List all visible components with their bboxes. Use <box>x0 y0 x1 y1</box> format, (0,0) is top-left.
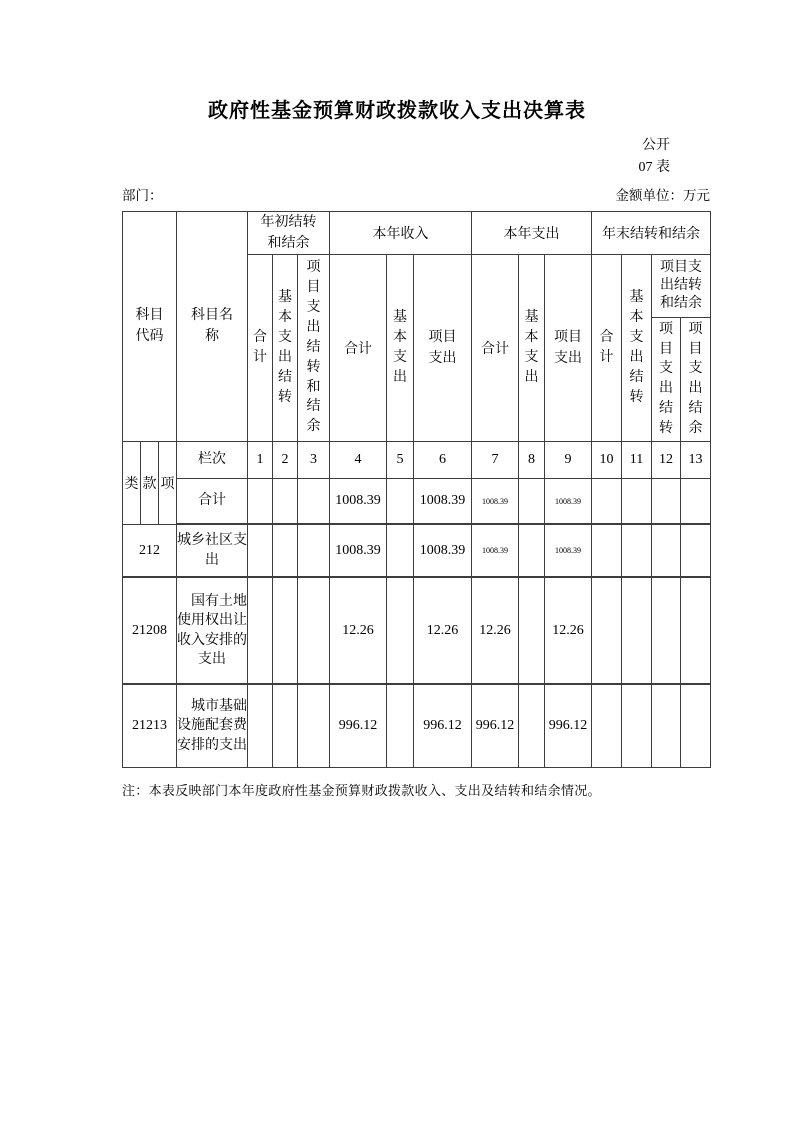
value-cell: 1008.39 <box>330 524 387 577</box>
public-label: 公开 <box>642 138 670 153</box>
department-label: 部门： <box>122 187 163 203</box>
value-cell: 1008.39 <box>545 478 592 524</box>
lane-number: 7 <box>472 441 519 478</box>
value-cell: 1008.39 <box>414 524 472 577</box>
value-cell <box>273 684 298 767</box>
header-begin-total: 合计 <box>248 254 273 441</box>
value-cell: 1008.39 <box>472 478 519 524</box>
value-cell: 12.26 <box>545 577 592 684</box>
header-income-project: 项目支出 <box>414 254 472 441</box>
value-cell: 12.26 <box>330 577 387 684</box>
value-cell <box>622 577 652 684</box>
value-cell <box>652 684 681 767</box>
value-cell <box>622 478 652 524</box>
lane-number: 1 <box>248 441 273 478</box>
value-cell: 1008.39 <box>330 478 387 524</box>
value-cell: 12.26 <box>414 577 472 684</box>
value-cell <box>387 577 414 684</box>
row-name: 合计 <box>177 478 248 524</box>
lane-number: 5 <box>387 441 414 478</box>
value-cell <box>681 577 711 684</box>
value-cell <box>273 524 298 577</box>
header-group-current-expense: 本年支出 <box>472 211 592 254</box>
value-cell <box>519 577 545 684</box>
row-name: 城市基础设施配套费安排的支出 <box>177 684 248 767</box>
value-cell <box>592 577 622 684</box>
value-cell <box>681 478 711 524</box>
header-subject-code: 科目代码 <box>123 211 177 441</box>
value-cell <box>298 577 330 684</box>
value-cell <box>681 684 711 767</box>
value-cell: 12.26 <box>472 577 519 684</box>
value-cell <box>273 478 298 524</box>
header-group-end-balance: 年末结转和结余 <box>592 211 711 254</box>
header-expense-project: 项目支出 <box>545 254 592 441</box>
value-cell <box>592 684 622 767</box>
lane-number: 2 <box>273 441 298 478</box>
value-cell <box>681 524 711 577</box>
header-income-basic: 基本支出 <box>387 254 414 441</box>
value-cell <box>273 577 298 684</box>
value-cell <box>519 684 545 767</box>
value-cell <box>248 684 273 767</box>
page-title: 政府性基金预算财政拨款收入支出决算表 <box>208 100 586 122</box>
header-end-project-balance: 项目支出结余 <box>681 317 711 441</box>
value-cell: 1008.39 <box>545 524 592 577</box>
row-code: 21213 <box>123 684 177 767</box>
value-cell: 996.12 <box>414 684 472 767</box>
value-cell <box>387 684 414 767</box>
value-cell <box>248 577 273 684</box>
header-begin-project-carry: 项目支出结转和结余 <box>298 254 330 441</box>
header-group-current-income: 本年收入 <box>330 211 472 254</box>
lane-number: 12 <box>652 441 681 478</box>
header-end-project-group: 项目支出结转和结余 <box>652 254 711 317</box>
value-cell: 1008.39 <box>414 478 472 524</box>
value-cell <box>519 524 545 577</box>
lane-number: 4 <box>330 441 387 478</box>
header-code-item: 项 <box>159 441 177 524</box>
lane-number: 13 <box>681 441 711 478</box>
value-cell <box>592 478 622 524</box>
value-cell <box>622 684 652 767</box>
row-code: 21208 <box>123 577 177 684</box>
lane-number: 11 <box>622 441 652 478</box>
header-end-basic-carry: 基本支出结转 <box>622 254 652 441</box>
value-cell <box>652 577 681 684</box>
header-end-project-carry: 项目支出结转 <box>652 317 681 441</box>
header-code-category: 类 <box>123 441 141 524</box>
value-cell <box>592 524 622 577</box>
row-name: 国有土地使用权出让收入安排的支出 <box>177 577 248 684</box>
unit-label: 金额单位：万元 <box>615 187 710 203</box>
lane-number: 3 <box>298 441 330 478</box>
header-end-total: 合计 <box>592 254 622 441</box>
header-code-section: 款 <box>141 441 159 524</box>
doc-meta <box>122 135 710 180</box>
budget-table <box>122 211 711 768</box>
lane-number: 8 <box>519 441 545 478</box>
value-cell <box>298 524 330 577</box>
table-number-label: 07 表 <box>638 160 670 176</box>
value-cell <box>652 524 681 577</box>
value-cell <box>248 524 273 577</box>
header-subject-name: 科目名称 <box>177 211 248 441</box>
header-income-total: 合计 <box>330 254 387 441</box>
value-cell <box>519 478 545 524</box>
row-code: 212 <box>123 524 177 577</box>
meta-row <box>122 184 710 204</box>
value-cell <box>622 524 652 577</box>
header-expense-total: 合计 <box>472 254 519 441</box>
lane-row-label: 栏次 <box>177 441 248 478</box>
value-cell: 1008.39 <box>472 524 519 577</box>
value-cell <box>652 478 681 524</box>
lane-number: 6 <box>414 441 472 478</box>
note-text: 注：本表反映部门本年度政府性基金预算财政拨款收入、支出及结转和结余情况。 <box>122 782 601 798</box>
header-expense-basic: 基本支出 <box>519 254 545 441</box>
value-cell: 996.12 <box>545 684 592 767</box>
content-container <box>122 135 710 799</box>
value-cell <box>298 684 330 767</box>
header-group-begin-balance: 年初结转和结余 <box>248 211 330 254</box>
lane-number: 10 <box>592 441 622 478</box>
header-begin-basic-carry: 基本支出结转 <box>273 254 298 441</box>
row-name: 城乡社区支出 <box>177 524 248 577</box>
value-cell <box>387 478 414 524</box>
value-cell <box>248 478 273 524</box>
value-cell <box>387 524 414 577</box>
value-cell: 996.12 <box>330 684 387 767</box>
value-cell <box>298 478 330 524</box>
value-cell: 996.12 <box>472 684 519 767</box>
lane-number: 9 <box>545 441 592 478</box>
